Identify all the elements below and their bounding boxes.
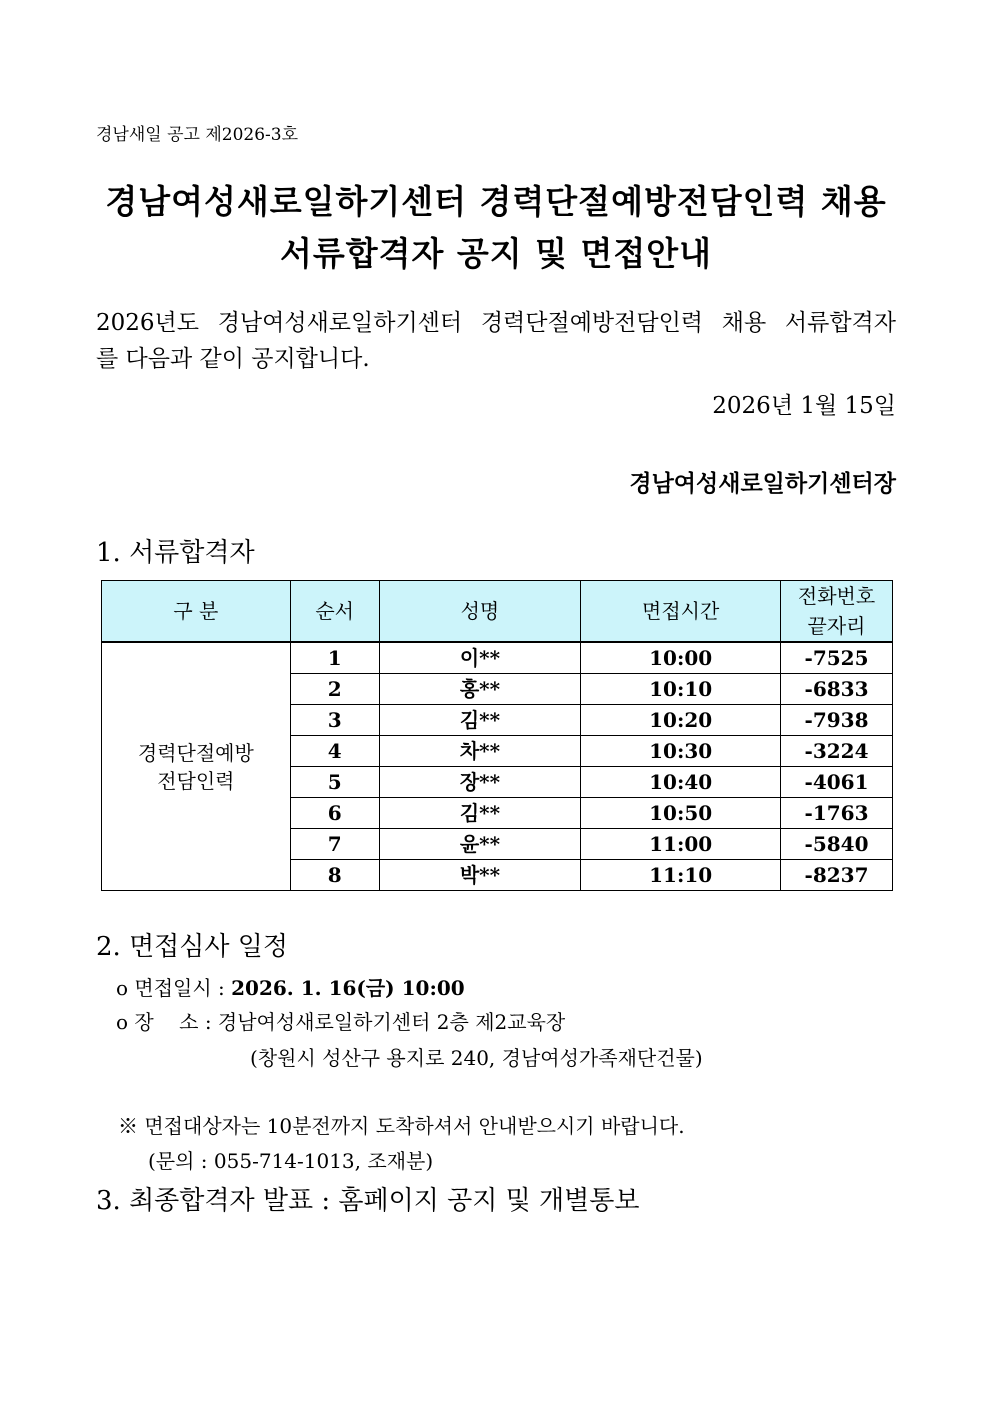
interview-place-line xyxy=(116,1006,565,1035)
category-line1: 경력단절예방 xyxy=(137,740,254,765)
header-phone-line2: 끝자리 xyxy=(807,614,866,638)
name-cell: 차** xyxy=(379,736,581,767)
order-cell: 8 xyxy=(290,860,379,891)
order-cell: 3 xyxy=(290,705,379,736)
order-cell: 7 xyxy=(290,829,379,860)
phone-cell: -7938 xyxy=(781,705,893,736)
phone-cell: -6833 xyxy=(781,674,893,705)
phone-cell: -8237 xyxy=(781,860,893,891)
category-cell xyxy=(102,642,291,891)
time-cell: 10:30 xyxy=(581,736,781,767)
intro-line2: 를 다음과 같이 공지합니다. xyxy=(96,346,370,372)
time-cell: 10:10 xyxy=(581,674,781,705)
time-cell: 10:20 xyxy=(581,705,781,736)
header-phone xyxy=(781,581,893,643)
table-header-row xyxy=(102,581,893,643)
phone-cell: -4061 xyxy=(781,767,893,798)
category-line2: 전담인력 xyxy=(157,768,235,793)
time-cell: 10:40 xyxy=(581,767,781,798)
header-category: 구 분 xyxy=(102,581,291,643)
time-cell: 11:10 xyxy=(581,860,781,891)
order-cell: 5 xyxy=(290,767,379,798)
arrival-notice: ※ 면접대상자는 10분전까지 도착하셔서 안내받으시기 바랍니다. xyxy=(118,1114,685,1138)
interview-date-line xyxy=(116,972,465,1001)
notice-date: 2026년 1월 15일 xyxy=(712,393,896,419)
table-row xyxy=(102,642,893,674)
passers-table xyxy=(101,580,893,891)
interview-place-label: o 장 소 : xyxy=(116,1010,218,1034)
page-title-line1: 경남여성새로일하기센터 경력단절예방전담인력 채용 xyxy=(105,182,887,221)
interview-place-value: 경남여성새로일하기센터 2층 제2교육장 xyxy=(217,1010,566,1034)
header-name: 성명 xyxy=(379,581,581,643)
interview-date-label: o 면접일시 : xyxy=(116,976,232,1000)
order-cell: 6 xyxy=(290,798,379,829)
name-cell: 김** xyxy=(379,705,581,736)
order-cell: 4 xyxy=(290,736,379,767)
time-cell: 10:50 xyxy=(581,798,781,829)
section3-heading: 3. 최종합격자 발표 : 홈페이지 공지 및 개별통보 xyxy=(96,1186,640,1216)
phone-cell: -5840 xyxy=(781,829,893,860)
order-cell: 2 xyxy=(290,674,379,705)
section1-heading: 1. 서류합격자 xyxy=(96,538,255,568)
order-cell: 1 xyxy=(290,642,379,674)
name-cell: 이** xyxy=(379,642,581,674)
name-cell: 박** xyxy=(379,860,581,891)
contact-info: (문의 : 055-714-1013, 조재분) xyxy=(148,1149,434,1173)
phone-cell: -7525 xyxy=(781,642,893,674)
interview-address: (창원시 성산구 용지로 240, 경남여성가족재단건물) xyxy=(250,1046,703,1070)
name-cell: 홍** xyxy=(379,674,581,705)
time-cell: 10:00 xyxy=(581,642,781,674)
name-cell: 장** xyxy=(379,767,581,798)
header-order: 순서 xyxy=(290,581,379,643)
name-cell: 김** xyxy=(379,798,581,829)
interview-date-value: 2026. 1. 16(금) 10:00 xyxy=(231,976,465,1000)
name-cell: 윤** xyxy=(379,829,581,860)
section2-heading: 2. 면접심사 일정 xyxy=(96,932,289,962)
intro-paragraph xyxy=(96,305,896,377)
phone-cell: -1763 xyxy=(781,798,893,829)
phone-cell: -3224 xyxy=(781,736,893,767)
intro-line1: 2026년도 경남여성새로일하기센터 경력단절예방전담인력 채용 서류합격자 xyxy=(96,310,896,336)
header-phone-line1: 전화번호 xyxy=(797,584,876,608)
page-title-line2: 서류합격자 공지 및 면접안내 xyxy=(279,234,712,273)
header-time: 면접시간 xyxy=(581,581,781,643)
issuer-name: 경남여성새로일하기센터장 xyxy=(629,470,896,497)
notice-number: 경남새일 공고 제2026-3호 xyxy=(96,125,299,145)
time-cell: 11:00 xyxy=(581,829,781,860)
